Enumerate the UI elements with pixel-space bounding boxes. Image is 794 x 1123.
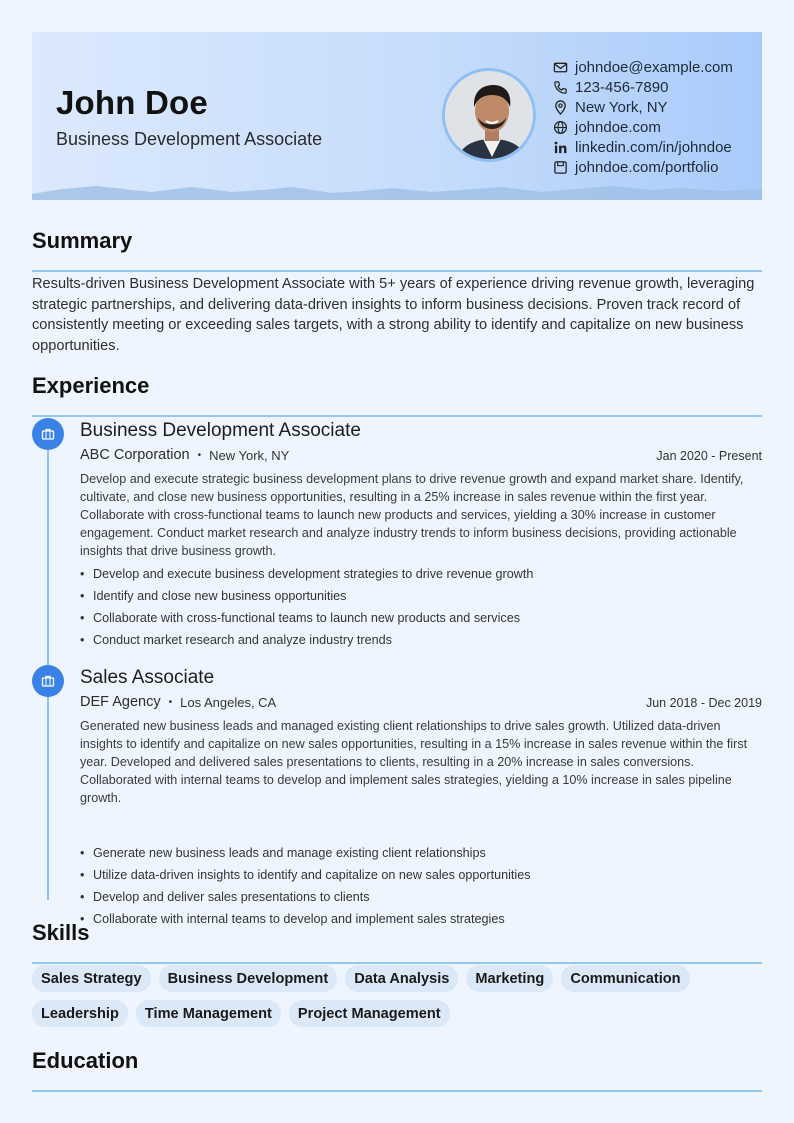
candidate-title: Business Development Associate bbox=[56, 129, 323, 149]
location-pin-icon bbox=[552, 99, 568, 115]
contact-email[interactable] bbox=[552, 57, 733, 77]
contact-linkedin[interactable] bbox=[552, 137, 733, 157]
contact-linkedin-text: linkedin.com/in/johndoe bbox=[575, 138, 732, 156]
portfolio-icon bbox=[552, 159, 568, 175]
job-description: Generated new business leads and managed existing client relationships to drive sales growth. Utilized data-driven insights to identify and capitalize on new sales opportunities, resulting in a 15% increase in sales revenue within the first year. Developed and delivered sales presentations to clients, resulting in a 20% increase in sales conversions. Collaborated with internal teams to develop and implement sales strategies, yielding a 10% increase in sales pipeline growth. bbox=[80, 719, 748, 805]
education-divider bbox=[32, 1090, 762, 1092]
list-item: • Collaborate with cross-functional teams to launch new products and services bbox=[80, 607, 762, 629]
skill-chip: Data Analysis bbox=[345, 965, 458, 992]
linkedin-icon bbox=[552, 139, 568, 155]
list-item: • Develop and deliver sales presentations to clients bbox=[80, 886, 762, 908]
list-item: • Develop and execute business development strategies to drive revenue growth bbox=[80, 563, 762, 585]
job-company: DEF Agency bbox=[80, 694, 161, 710]
job-dates: Jan 2020 - Present bbox=[656, 449, 762, 463]
summary-divider bbox=[32, 270, 762, 272]
job-location: Los Angeles, CA bbox=[180, 694, 277, 710]
candidate-name: John Doe bbox=[56, 84, 208, 121]
job-marker bbox=[32, 418, 64, 450]
job-role: Business Development Associate bbox=[80, 420, 361, 441]
briefcase-icon bbox=[41, 674, 55, 688]
summary-heading: Summary bbox=[32, 228, 133, 253]
job-dates: Jun 2018 - Dec 2019 bbox=[645, 696, 762, 710]
job-company: ABC Corporation bbox=[80, 447, 190, 463]
skills-heading: Skills bbox=[32, 920, 90, 945]
contact-website[interactable] bbox=[552, 117, 733, 137]
skill-chip: Communication bbox=[561, 965, 689, 992]
contact-location-text: New York, NY bbox=[575, 98, 668, 116]
resume-page bbox=[32, 32, 762, 1073]
skills-list bbox=[32, 965, 762, 1027]
email-icon bbox=[552, 59, 568, 75]
contact-website-text: johndoe.com bbox=[575, 118, 661, 136]
contact-location bbox=[552, 97, 733, 117]
contact-list bbox=[552, 57, 733, 177]
list-item: • Generate new business leads and manage existing client relationships bbox=[80, 842, 762, 864]
globe-icon bbox=[552, 119, 568, 135]
contact-phone-text: 123-456-7890 bbox=[575, 78, 669, 96]
skill-chip: Sales Strategy bbox=[32, 965, 151, 992]
list-item: • Identify and close new business opportunities bbox=[80, 585, 762, 607]
summary-text: Results-driven Business Development Associate with 5+ years of experience driving revenue growth, leveraging strategic partnerships, and delivering data-driven insights to inform business decisions. Proven track record of consistently meeting or exceeding sales targets, with a strong ability to identify and capitalize on new business opportunities. bbox=[32, 276, 755, 354]
skill-chip: Marketing bbox=[466, 965, 553, 992]
job-role: Sales Associate bbox=[80, 667, 215, 688]
job-company-line bbox=[80, 447, 289, 463]
skill-chip: Business Development bbox=[159, 965, 338, 992]
contact-email-text: johndoe@example.com bbox=[575, 58, 733, 76]
skill-chip: Time Management bbox=[136, 1000, 281, 1027]
job-marker bbox=[32, 665, 64, 697]
list-item: • Utilize data-driven insights to identify and capitalize on new sales opportunities bbox=[80, 864, 762, 886]
profile-photo bbox=[442, 68, 536, 162]
job-bullets bbox=[80, 842, 762, 930]
briefcase-icon bbox=[41, 427, 55, 441]
experience-divider bbox=[32, 415, 762, 417]
resume-header bbox=[32, 32, 762, 200]
job-company-line bbox=[80, 694, 276, 710]
phone-icon bbox=[552, 79, 568, 95]
job-location: New York, NY bbox=[209, 447, 290, 463]
list-item: • Collaborate with internal teams to develop and implement sales strategies bbox=[80, 908, 762, 930]
experience-heading: Experience bbox=[32, 373, 150, 398]
education-heading: Education bbox=[32, 1048, 139, 1073]
job-description: Develop and execute strategic business development plans to drive revenue growth and expand market share. Identify, cultivate, and close new business opportunities, resulting in a 25% increase in sales revenue within the first year. Collaborate with cross-functional teams to launch new products and services, yielding a 30% increase in customer engagement. Conduct market research and analyze industry trends to inform business decisions, providing actionable insights that drive business growth. bbox=[80, 472, 744, 558]
bullet-separator: • bbox=[197, 449, 202, 461]
contact-phone[interactable] bbox=[552, 77, 733, 97]
header-wave-decoration bbox=[32, 184, 762, 200]
bullet-separator: • bbox=[168, 696, 173, 708]
job-bullets bbox=[80, 563, 762, 651]
skills-divider bbox=[32, 962, 762, 964]
contact-portfolio-text: johndoe.com/portfolio bbox=[575, 158, 719, 176]
contact-portfolio[interactable] bbox=[552, 157, 733, 177]
list-item: • Conduct market research and analyze industry trends bbox=[80, 629, 762, 651]
skill-chip: Project Management bbox=[289, 1000, 450, 1027]
skill-chip: Leadership bbox=[32, 1000, 128, 1027]
